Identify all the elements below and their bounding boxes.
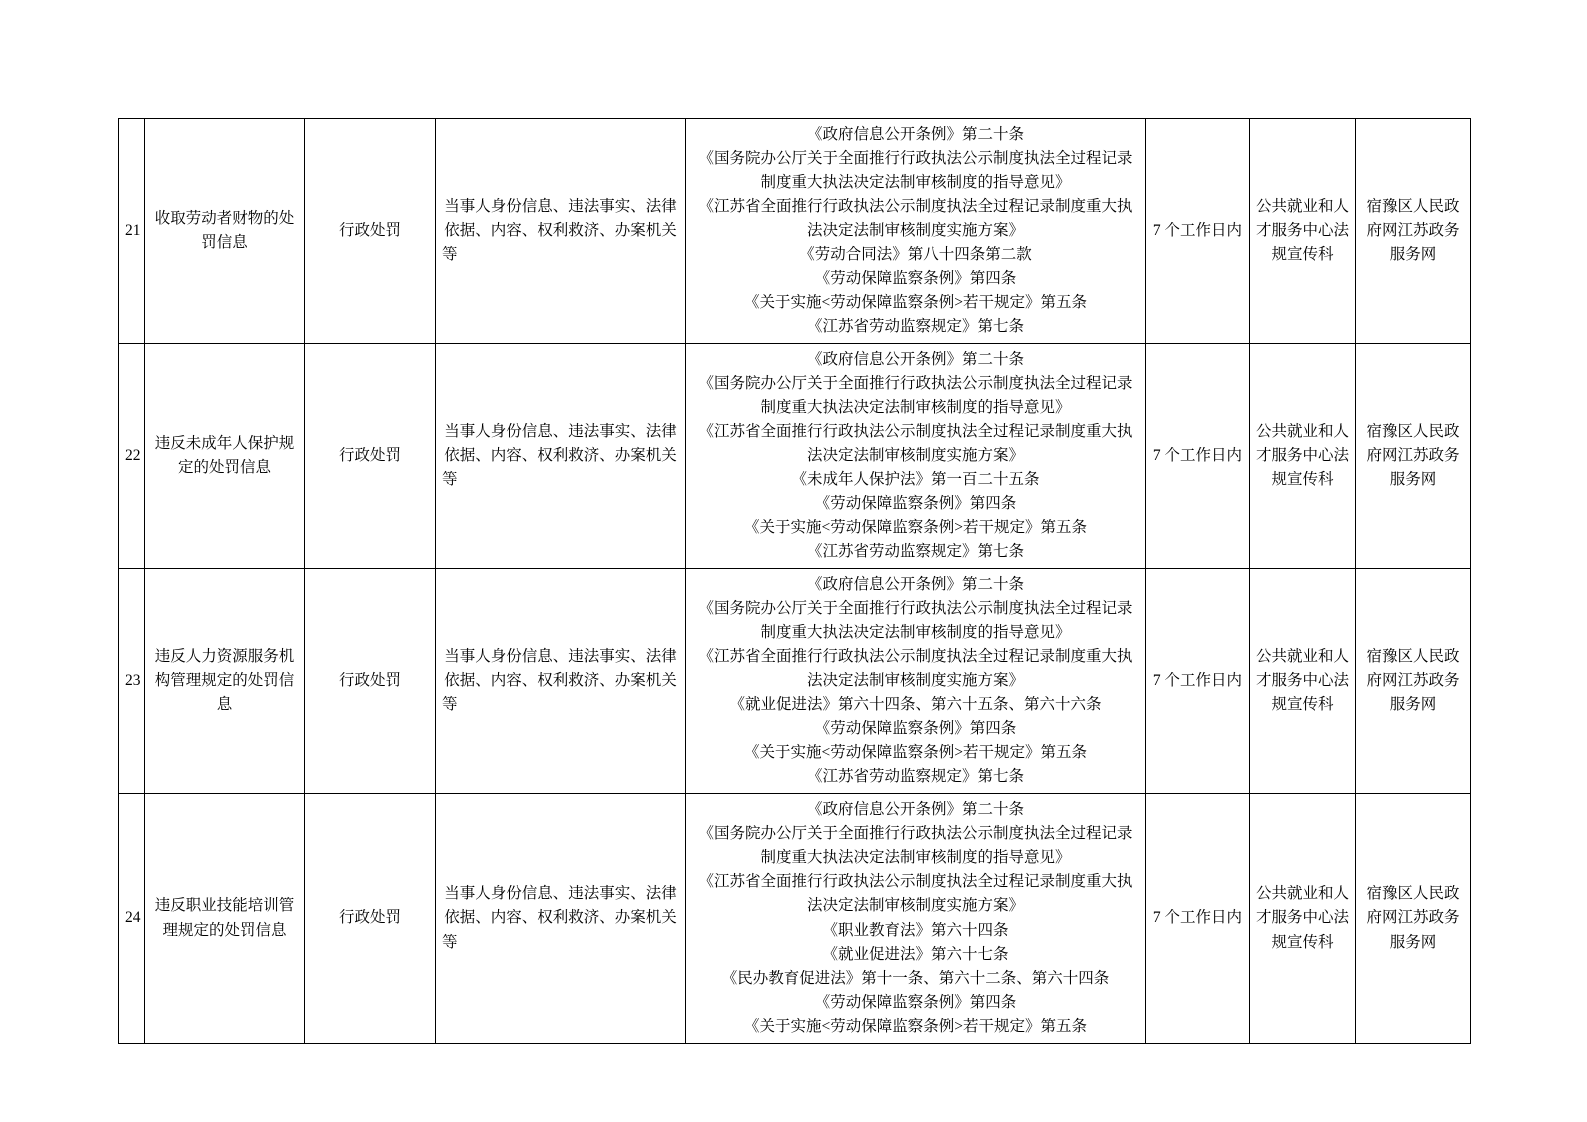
basis-line: 《关于实施<劳动保障监察条例>若干规定》第五条 [744,1017,1087,1035]
item-type: 行政处罚 [305,569,436,794]
basis-line: 《江苏省全面推行行政执法公示制度执法全过程记录制度重大执 [698,423,1133,441]
item-name: 违反人力资源服务机构管理规定的处罚信息 [145,569,305,794]
basis-line: 《江苏省全面推行行政执法公示制度执法全过程记录制度重大执 [698,648,1133,666]
item-name: 违反职业技能培训管理规定的处罚信息 [145,794,305,1043]
responsible-department: 公共就业和人才服务中心法规宣传科 [1250,794,1356,1043]
disclosure-channel: 宿豫区人民政府网江苏政务服务网 [1356,569,1471,794]
basis-line: 《就业促进法》第六十七条 [822,945,1009,963]
basis-line: 《关于实施<劳动保障监察条例>若干规定》第五条 [744,294,1087,312]
basis-line: 制度重大执法决定法制审核制度的指导意见》 [760,174,1071,192]
basis-line: 《江苏省劳动监察规定》第七条 [806,543,1024,561]
disclosure-time: 7 个工作日内 [1146,344,1250,569]
responsible-department: 公共就业和人才服务中心法规宣传科 [1250,569,1356,794]
disclosure-content: 当事人身份信息、违法事实、法律依据、内容、权利救济、办案机关等 [436,794,686,1043]
basis-line: 《劳动保障监察条例》第四条 [814,720,1017,738]
basis-line: 《政府信息公开条例》第二十条 [806,576,1024,594]
basis-line: 《江苏省劳动监察规定》第七条 [806,318,1024,336]
basis-line: 《劳动保障监察条例》第四条 [814,270,1017,288]
disclosure-basis [686,569,1146,794]
basis-line: 法决定法制审核制度实施方案》 [806,897,1024,915]
disclosure-channel: 宿豫区人民政府网江苏政务服务网 [1356,344,1471,569]
basis-line: 制度重大执法决定法制审核制度的指导意见》 [760,849,1071,867]
disclosure-content: 当事人身份信息、违法事实、法律依据、内容、权利救济、办案机关等 [436,344,686,569]
basis-line: 《政府信息公开条例》第二十条 [806,351,1024,369]
basis-line: 《就业促进法》第六十四条、第六十五条、第六十六条 [729,696,1102,714]
item-type: 行政处罚 [305,119,436,344]
basis-line: 《民办教育促进法》第十一条、第六十二条、第六十四条 [721,969,1110,987]
disclosure-channel: 宿豫区人民政府网江苏政务服务网 [1356,119,1471,344]
disclosure-basis [686,794,1146,1043]
disclosure-time: 7 个工作日内 [1146,119,1250,344]
basis-line: 《劳动保障监察条例》第四条 [814,993,1017,1011]
row-number: 22 [119,344,145,569]
basis-line: 法决定法制审核制度实施方案》 [806,447,1024,465]
responsible-department: 公共就业和人才服务中心法规宣传科 [1250,119,1356,344]
disclosure-basis [686,119,1146,344]
table-row [119,794,1471,1043]
row-number: 23 [119,569,145,794]
basis-line: 法决定法制审核制度实施方案》 [806,672,1024,690]
basis-line: 《劳动合同法》第八十四条第二款 [799,246,1032,264]
disclosure-basis [686,344,1146,569]
disclosure-time: 7 个工作日内 [1146,794,1250,1043]
basis-line: 《职业教育法》第六十四条 [822,921,1009,939]
item-type: 行政处罚 [305,794,436,1043]
disclosure-content: 当事人身份信息、违法事实、法律依据、内容、权利救济、办案机关等 [436,569,686,794]
basis-line: 《国务院办公厅关于全面推行行政执法公示制度执法全过程记录 [698,375,1133,393]
information-disclosure-table [118,118,1471,1044]
basis-line: 《江苏省全面推行行政执法公示制度执法全过程记录制度重大执 [698,198,1133,216]
responsible-department: 公共就业和人才服务中心法规宣传科 [1250,344,1356,569]
basis-line: 法决定法制审核制度实施方案》 [806,222,1024,240]
basis-line: 《关于实施<劳动保障监察条例>若干规定》第五条 [744,744,1087,762]
basis-line: 《未成年人保护法》第一百二十五条 [791,471,1040,489]
basis-line: 《江苏省全面推行行政执法公示制度执法全过程记录制度重大执 [698,873,1133,891]
basis-line: 《国务院办公厅关于全面推行行政执法公示制度执法全过程记录 [698,600,1133,618]
basis-line: 《国务院办公厅关于全面推行行政执法公示制度执法全过程记录 [698,150,1133,168]
basis-line: 《劳动保障监察条例》第四条 [814,495,1017,513]
basis-line: 《江苏省劳动监察规定》第七条 [806,768,1024,786]
basis-line: 《政府信息公开条例》第二十条 [806,126,1024,143]
row-number: 21 [119,119,145,344]
row-number: 24 [119,794,145,1043]
item-name: 违反未成年人保护规定的处罚信息 [145,344,305,569]
basis-line: 《政府信息公开条例》第二十条 [806,801,1024,819]
item-type: 行政处罚 [305,344,436,569]
basis-line: 《国务院办公厅关于全面推行行政执法公示制度执法全过程记录 [698,825,1133,843]
disclosure-time: 7 个工作日内 [1146,569,1250,794]
basis-line: 《关于实施<劳动保障监察条例>若干规定》第五条 [744,519,1087,537]
table-row [119,119,1471,344]
item-name: 收取劳动者财物的处罚信息 [145,119,305,344]
disclosure-channel: 宿豫区人民政府网江苏政务服务网 [1356,794,1471,1043]
basis-line: 制度重大执法决定法制审核制度的指导意见》 [760,399,1071,417]
table-row [119,569,1471,794]
basis-line: 制度重大执法决定法制审核制度的指导意见》 [760,624,1071,642]
table-row [119,344,1471,569]
disclosure-content: 当事人身份信息、违法事实、法律依据、内容、权利救济、办案机关等 [436,119,686,344]
